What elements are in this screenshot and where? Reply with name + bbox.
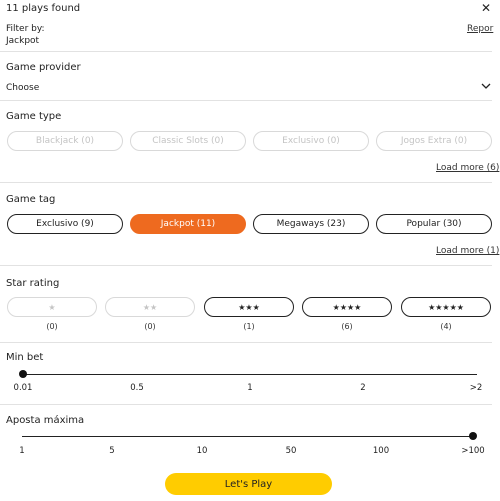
divider [0, 265, 492, 266]
min-bet-slider-handle[interactable] [19, 370, 27, 378]
max-bet-tick: 5 [109, 446, 115, 456]
star-rating-4[interactable]: ★★★★ [302, 297, 392, 317]
min-bet-slider-track[interactable] [22, 374, 477, 375]
lets-play-button[interactable]: Let's Play [165, 473, 332, 495]
game-type-load-more[interactable]: Load more (6) [436, 163, 500, 173]
game-tag-popular[interactable]: Popular (30) [376, 214, 492, 234]
star-rating-3-count: (1) [243, 322, 255, 331]
game-provider-title: Game provider [6, 62, 81, 73]
reset-link[interactable]: Repor [467, 24, 494, 34]
star-rating-1-count: (0) [46, 322, 58, 331]
min-bet-tick: >2 [469, 383, 483, 393]
close-icon[interactable]: ✕ [481, 1, 492, 15]
star-rating-5[interactable]: ★★★★★ [401, 297, 491, 317]
game-tag-jackpot[interactable]: Jackpot (11) [130, 214, 246, 234]
divider [0, 182, 492, 183]
star-rating-5-count: (4) [440, 322, 452, 331]
game-tag-exclusivo[interactable]: Exclusivo (9) [7, 214, 123, 234]
min-bet-tick: 0.01 [13, 383, 33, 393]
star-rating-3[interactable]: ★★★ [204, 297, 294, 317]
game-tag-load-more[interactable]: Load more (1) [436, 246, 500, 256]
game-provider-select[interactable] [0, 80, 495, 98]
max-bet-tick: 100 [372, 446, 390, 456]
star-rating-2[interactable]: ★★ [105, 297, 195, 317]
divider [0, 404, 492, 405]
star-rating-4-count: (6) [341, 322, 353, 331]
game-type-exclusivo[interactable]: Exclusivo (0) [253, 131, 369, 151]
star-rating-title: Star rating [6, 278, 60, 289]
min-bet-tick: 2 [360, 383, 366, 393]
max-bet-slider-handle[interactable] [469, 432, 477, 440]
results-count: 11 plays found [6, 3, 81, 14]
game-type-blackjack[interactable]: Blackjack (0) [7, 131, 123, 151]
max-bet-tick: 10 [196, 446, 208, 456]
filter-by-label: Filter by: [6, 24, 45, 34]
chevron-down-icon [481, 82, 491, 93]
star-rating-1[interactable]: ★ [7, 297, 97, 317]
max-bet-slider-track[interactable] [22, 436, 474, 437]
divider [0, 342, 492, 343]
divider [0, 51, 492, 52]
max-bet-tick: 1 [19, 446, 25, 456]
game-tag-title: Game tag [6, 194, 56, 205]
star-rating-2-count: (0) [144, 322, 156, 331]
game-tag-megaways[interactable]: Megaways (23) [253, 214, 369, 234]
game-type-title: Game type [6, 111, 62, 122]
game-type-classic-slots[interactable]: Classic Slots (0) [130, 131, 246, 151]
max-bet-title: Aposta máxima [6, 415, 85, 426]
divider [0, 100, 492, 101]
max-bet-tick: >100 [461, 446, 485, 456]
game-type-jogos-extra[interactable]: Jogos Extra (0) [376, 131, 492, 151]
game-provider-value: Choose [6, 83, 40, 93]
min-bet-tick: 1 [247, 383, 253, 393]
max-bet-tick: 50 [285, 446, 297, 456]
active-filter-value: Jackpot [6, 36, 40, 46]
min-bet-tick: 0.5 [130, 383, 144, 393]
min-bet-title: Min bet [6, 352, 44, 363]
